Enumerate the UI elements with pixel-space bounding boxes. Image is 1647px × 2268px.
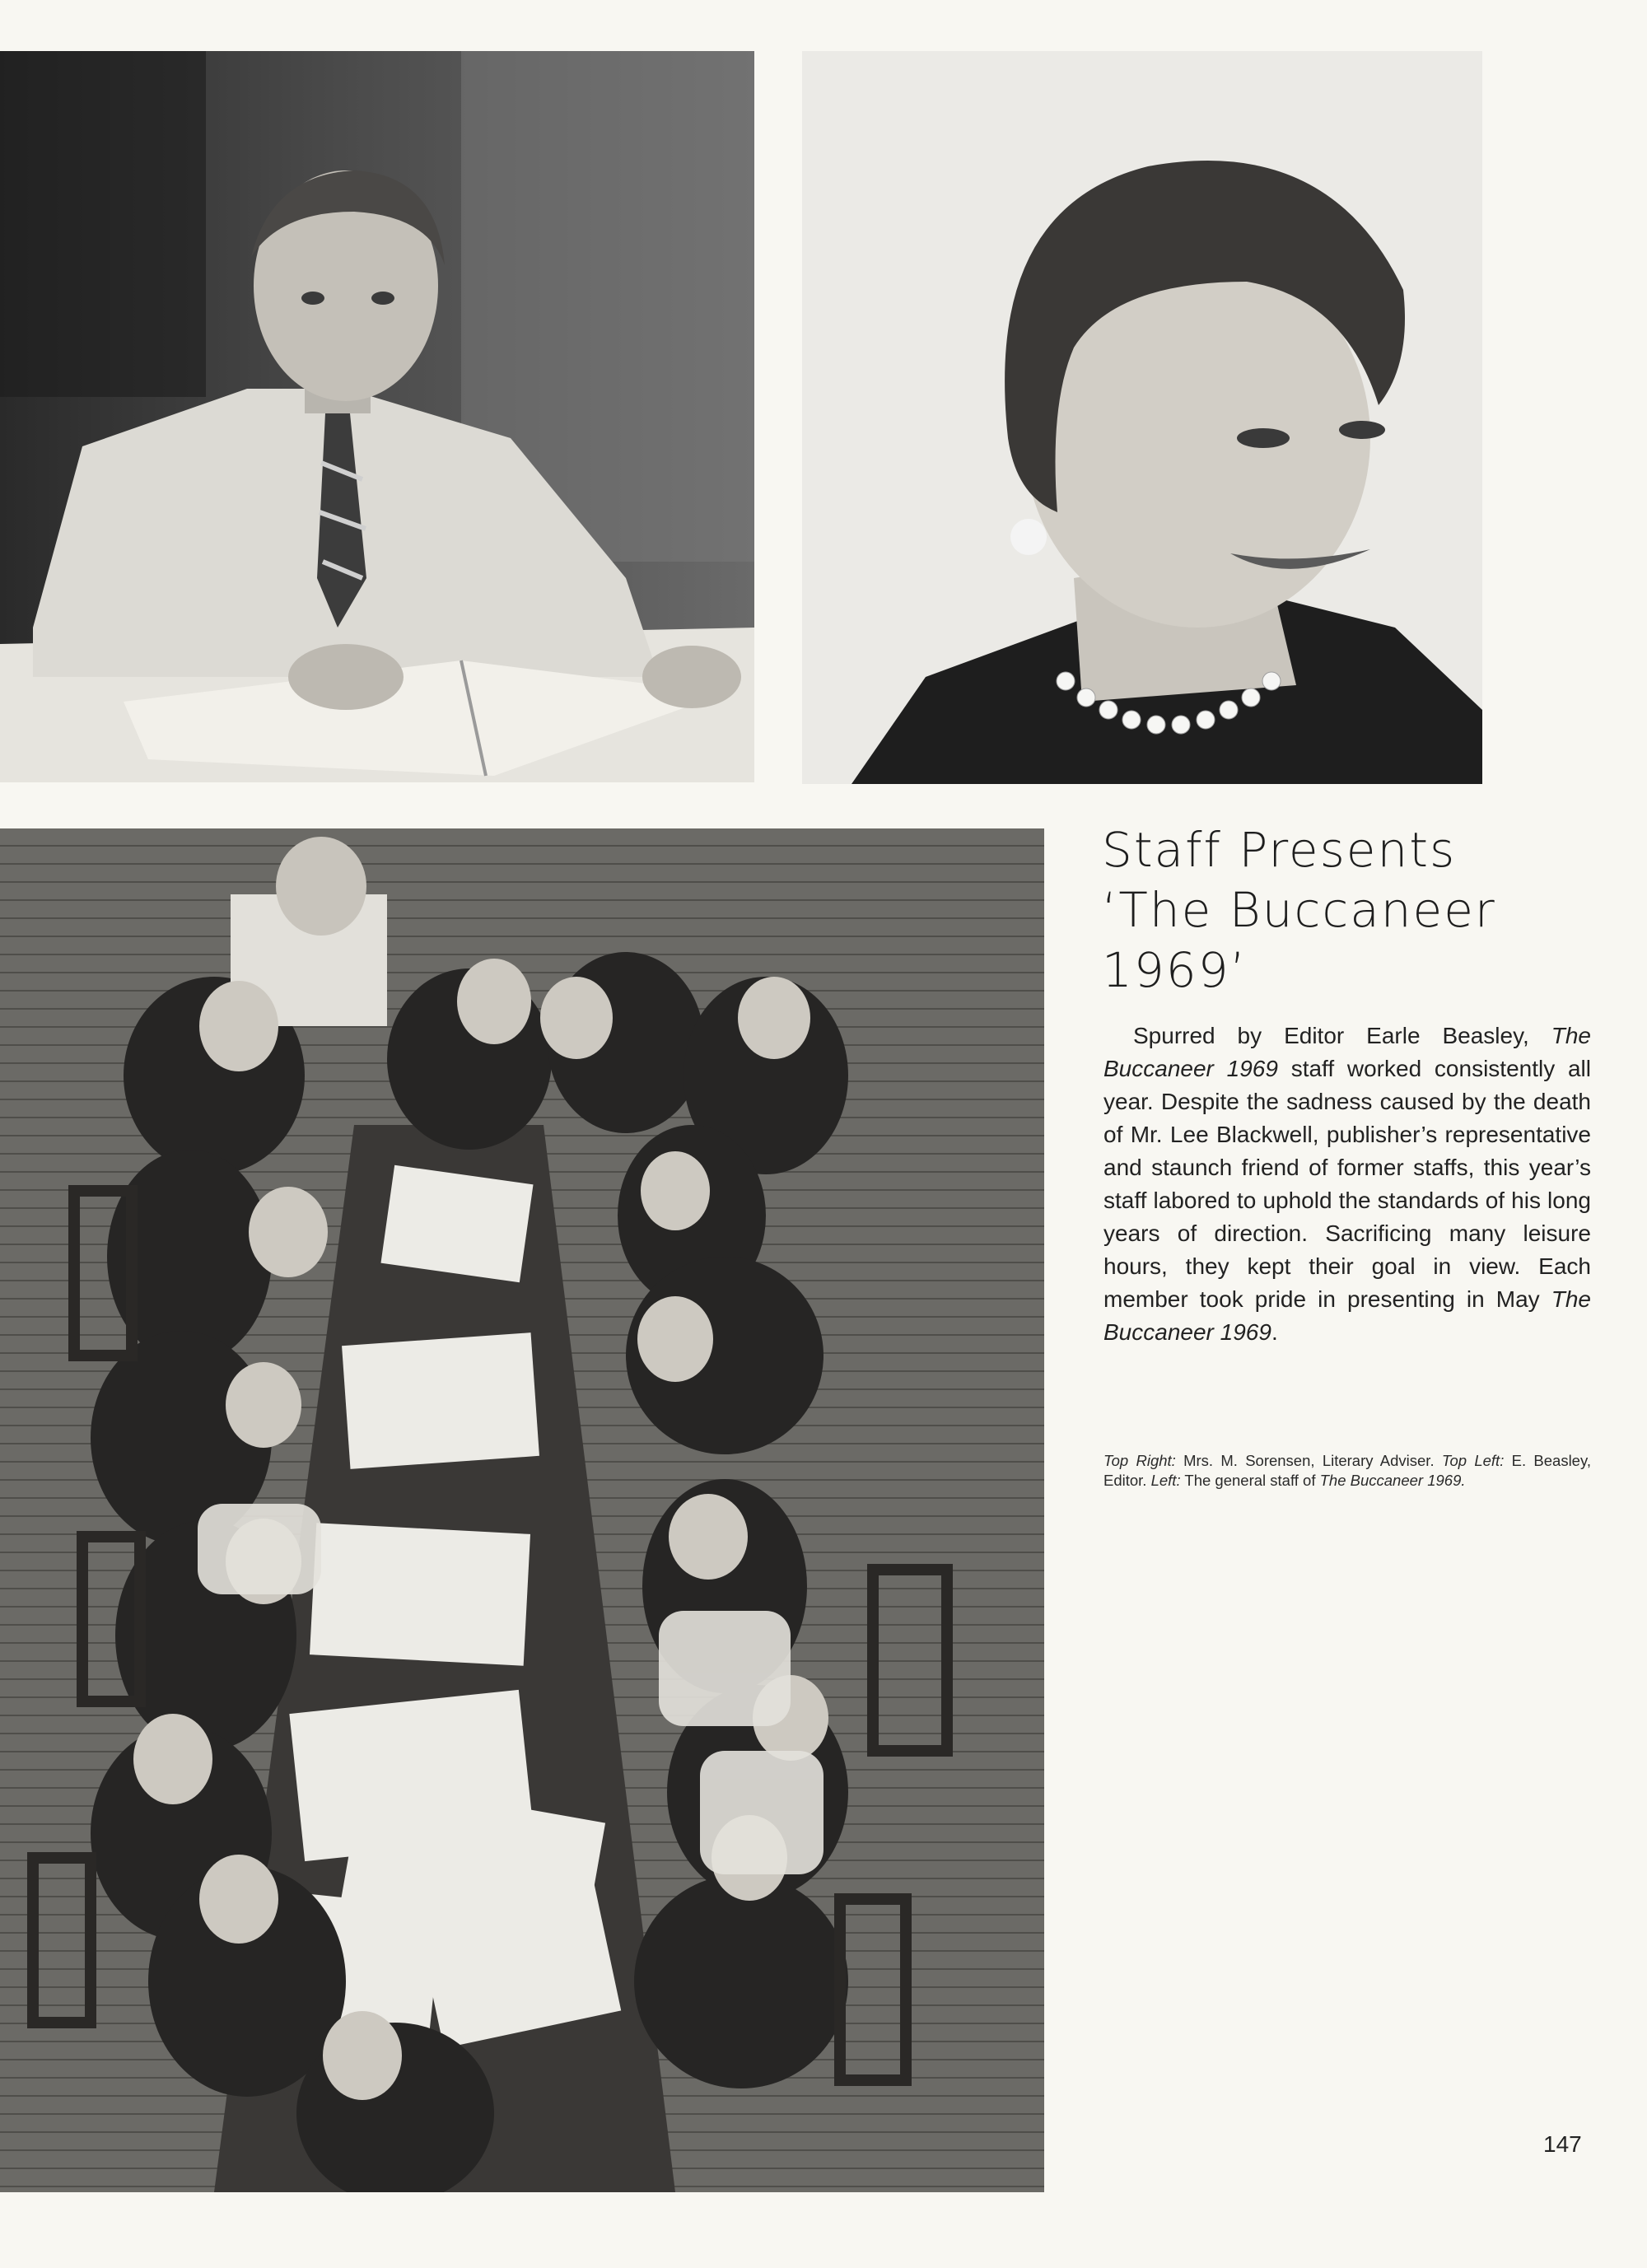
article-title-1: The Buccaneer 1969 [1103,1023,1591,1081]
headline-line-1: Staff Presents [1102,822,1457,878]
article-part-1: Spurred by Editor Earle Beasley, [1133,1023,1551,1048]
page-number: 147 [1543,2131,1582,2157]
caption-text-top-right: Mrs. M. Sorensen, Literary Adviser. [1175,1452,1442,1469]
adviser-photo [802,51,1482,784]
caption-label-top-right: Top Right: [1103,1452,1176,1469]
article-part-2: staff worked consistently all year. Despite the sadness caused by the death of Mr. Lee Blackwell, publisher’s representative and staunch friend of former staffs, this year’s staff labored to uphold the standards of his long years of direction. Sacrificing many leisure hours, they kept their goal in view. Each member took pride in presenting in May [1103,1056,1591,1312]
caption-label-left: Left: [1150,1472,1181,1489]
editor-photo [0,51,754,782]
article-body [1103,1020,1591,1349]
photo-caption [1103,1451,1591,1491]
caption-text-top-left: E. Beasley, Editor. [1103,1452,1591,1489]
caption-title: The Buccaneer 1969 [1319,1472,1462,1489]
caption-end: . [1461,1472,1466,1489]
caption-text-left: The general staff of [1180,1472,1320,1489]
staff-group-photo [0,828,1044,2192]
caption-label-top-left: Top Left: [1441,1452,1505,1469]
headline-line-2: ‘The Buccaneer [1102,882,1496,938]
article-part-3: . [1271,1319,1278,1345]
article-title-2: The Buccaneer 1969 [1103,1286,1591,1345]
article-headline [1102,820,1596,1001]
headline-line-3: 1969’ [1102,942,1248,998]
